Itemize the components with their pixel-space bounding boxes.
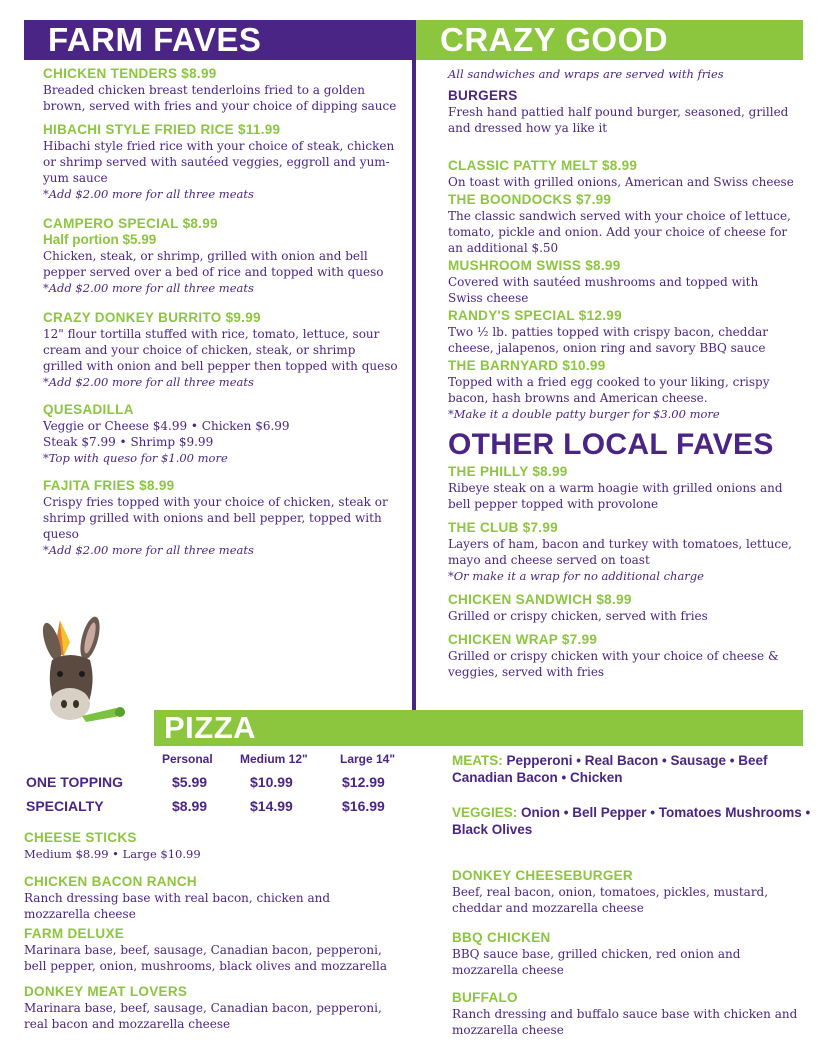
pizza-banner (154, 710, 803, 746)
item-name: MUSHROOM SWISS $8.99 (448, 258, 621, 273)
item-desc: Marinara base, beef, sausage, Canadian bacon, pepperoni, real bacon and mozzarella cheese (24, 1001, 382, 1031)
item-price-line: Veggie or Cheese $4.99 • Chicken $6.99 (43, 419, 290, 433)
item-name: BUFFALO (452, 990, 518, 1005)
price-large: $16.99 (342, 798, 385, 814)
veggies-list: Onion • Bell Pepper • Tomatoes Mushrooms • Black Olives (452, 805, 811, 837)
menu-item (448, 464, 794, 512)
item-desc: Layers of ham, bacon and turkey with tomatoes, lettuce, mayo and cheese served on toast (448, 537, 792, 567)
item-note: *Add $2.00 more for all three meats (43, 543, 254, 557)
item-desc: Crispy fries topped with your choice of chicken, steak or shrimp grilled with onions and bell pepper, topped with queso (43, 495, 388, 541)
size-personal: Personal (162, 752, 213, 766)
crazy-good-banner (416, 20, 803, 60)
menu-item (24, 830, 396, 862)
item-name: CHICKEN SANDWICH $8.99 (448, 592, 632, 607)
item-desc: Marinara base, beef, sausage, Canadian bacon, pepperoni, bell pepper, onion, mushrooms, black olives and mozzarella (24, 943, 387, 973)
item-subtitle: Half portion $5.99 (43, 232, 157, 247)
item-name: FARM DELUXE (24, 926, 125, 941)
item-desc: Beef, real bacon, onion, tomatoes, pickles, mustard, cheddar and mozzarella cheese (452, 885, 769, 915)
item-note: *Top with queso for $1.00 more (43, 451, 228, 465)
item-name: DONKEY CHEESEBURGER (452, 868, 633, 883)
item-desc: Two ½ lb. patties topped with crispy bacon, cheddar cheese, jalapenos, onion ring and savory BBQ sauce (448, 325, 769, 355)
menu-item (24, 874, 396, 922)
item-name: HIBACHI STYLE FRIED RICE $11.99 (43, 122, 281, 137)
menu-item (43, 478, 398, 558)
item-name: RANDY'S SPECIAL $12.99 (448, 308, 622, 323)
pizza-right-column (452, 868, 800, 1046)
menu-item (43, 216, 398, 296)
price-medium: $14.99 (250, 798, 293, 814)
menu-item (448, 520, 794, 584)
item-desc: The classic sandwich served with your choice of lettuce, tomato, pickle and onion. Add your choice of cheese for an additional $.50 (448, 209, 791, 255)
item-note: *Make it a double patty burger for $3.00 more (448, 407, 720, 421)
item-desc: Fresh hand pattied half pound burger, seasoned, grilled and dressed how ya like it (448, 105, 789, 135)
menu-item (448, 158, 794, 190)
menu-item (24, 984, 396, 1032)
size-medium: Medium 12" (240, 752, 308, 766)
pizza-toppings (452, 752, 812, 838)
size-large: Large 14" (340, 752, 396, 766)
menu-item (43, 310, 398, 390)
other-local-faves-title: OTHER LOCAL FAVES (448, 428, 774, 461)
pizza-left-column (24, 830, 396, 1040)
item-desc: Grilled or crispy chicken with your choice of cheese & veggies, served with fries (448, 649, 779, 679)
row-label: SPECIALTY (26, 798, 104, 814)
price-large: $12.99 (342, 774, 385, 790)
item-desc: 12" flour tortilla stuffed with rice, tomato, lettuce, sour cream and your choice of chicken, steak, or shrimp grilled with onion and bell pepper then topped with queso (43, 327, 398, 373)
item-desc: Covered with sautéed mushrooms and topped with Swiss cheese (448, 275, 759, 305)
meats-list: Pepperoni • Real Bacon • Sausage • Beef Canadian Bacon • Chicken (452, 753, 768, 785)
price-personal: $8.99 (172, 798, 208, 814)
item-name: BURGERS (448, 88, 518, 103)
menu-item (452, 930, 800, 978)
item-desc: BBQ sauce base, grilled chicken, red onion and mozzarella cheese (452, 947, 741, 977)
item-desc: Topped with a fried egg cooked to your liking, crispy bacon, hash browns and American cheese. (448, 375, 770, 405)
veggies-line (452, 804, 812, 838)
item-desc: Ribeye steak on a warm hoagie with grilled onions and bell pepper topped with provolone (448, 481, 783, 511)
item-desc: Grilled or crispy chicken, served with fries (448, 609, 708, 623)
menu-item (43, 66, 398, 114)
item-price-line: Steak $7.99 • Shrimp $9.99 (43, 435, 214, 449)
item-desc: Chicken, steak, or shrimp, grilled with onion and bell pepper served over a bed of rice and topped with queso (43, 249, 384, 279)
menu-item (448, 258, 794, 306)
menu-item (43, 402, 398, 466)
table-row (20, 798, 440, 820)
price-medium: $10.99 (250, 774, 293, 790)
item-name: DONKEY MEAT LOVERS (24, 984, 188, 999)
pizza-title: PIZZA (164, 710, 257, 745)
item-name: BBQ CHICKEN (452, 930, 551, 945)
item-name: CHEESE STICKS (24, 830, 137, 845)
item-note: *Add $2.00 more for all three meats (43, 375, 254, 389)
item-name: CRAZY DONKEY BURRITO $9.99 (43, 310, 261, 325)
item-name: THE PHILLY $8.99 (448, 464, 568, 479)
menu-item (452, 868, 800, 916)
farm-faves-column (43, 66, 398, 566)
price-personal: $5.99 (172, 774, 208, 790)
veggies-label: VEGGIES: (452, 805, 518, 820)
pizza-price-table (20, 752, 440, 820)
menu-item (448, 592, 794, 624)
item-name: FAJITA FRIES $8.99 (43, 478, 175, 493)
farm-faves-title: FARM FAVES (48, 21, 262, 58)
item-desc: Breaded chicken breast tenderloins fried to a golden brown, served with fries and your choice of dipping sauce (43, 83, 397, 113)
item-name: THE CLUB $7.99 (448, 520, 558, 535)
menu-item (448, 308, 794, 356)
meats-line (452, 752, 812, 786)
menu-item (452, 990, 800, 1038)
menu-item (24, 926, 396, 974)
menu-item (448, 632, 794, 680)
item-note: *Add $2.00 more for all three meats (43, 281, 254, 295)
donkey-mascot-illustration (30, 612, 130, 732)
menu-item (448, 358, 794, 422)
item-name: CHICKEN TENDERS $8.99 (43, 66, 217, 81)
item-name: QUESADILLA (43, 402, 134, 417)
item-name: THE BARNYARD $10.99 (448, 358, 606, 373)
item-name: THE BOONDOCKS $7.99 (448, 192, 612, 207)
menu-item (448, 88, 794, 136)
pizza-size-header (20, 752, 440, 774)
item-desc: Ranch dressing base with real bacon, chicken and mozzarella cheese (24, 891, 331, 921)
crazy-good-intro: All sandwiches and wraps are served with fries (448, 67, 724, 81)
table-row (20, 774, 440, 798)
menu-item (43, 122, 398, 202)
item-desc: Ranch dressing and buffalo sauce base with chicken and mozzarella cheese (452, 1007, 798, 1037)
column-divider (412, 20, 416, 710)
item-desc: On toast with grilled onions, American and Swiss cheese (448, 175, 794, 189)
item-name: CAMPERO SPECIAL $8.99 (43, 216, 218, 231)
item-name: CHICKEN BACON RANCH (24, 874, 197, 889)
row-label: ONE TOPPING (26, 774, 123, 790)
crazy-good-column (448, 66, 794, 688)
item-note: *Add $2.00 more for all three meats (43, 187, 254, 201)
item-desc: Medium $8.99 • Large $10.99 (24, 847, 201, 861)
item-name: CHICKEN WRAP $7.99 (448, 632, 598, 647)
item-desc: Hibachi style fried rice with your choice of steak, chicken or shrimp served with sautéed veggies, eggroll and yum-yum sauce (43, 139, 395, 185)
item-name: CLASSIC PATTY MELT $8.99 (448, 158, 638, 173)
item-note: *Or make it a wrap for no additional charge (448, 569, 704, 583)
crazy-good-title: CRAZY GOOD (440, 21, 669, 58)
menu-item (448, 192, 794, 256)
farm-faves-banner (24, 20, 412, 60)
meats-label: MEATS: (452, 753, 503, 768)
